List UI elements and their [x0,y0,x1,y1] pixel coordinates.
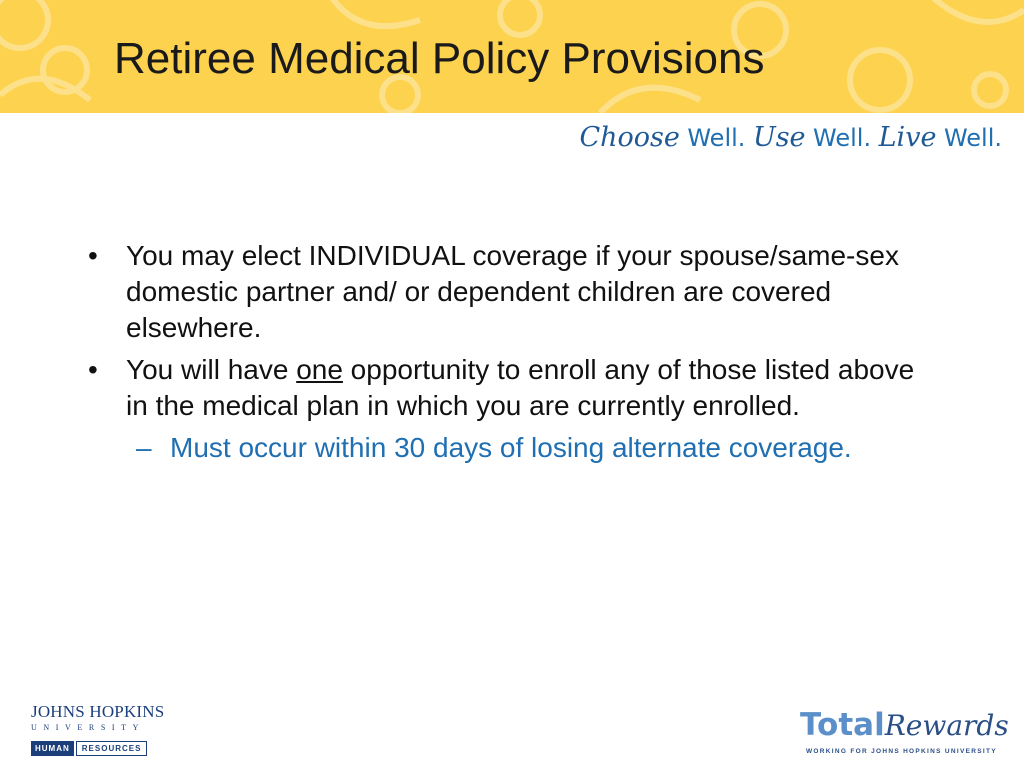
bullet-icon: • [88,354,98,385]
bullet-text-emphasis: one [296,354,343,385]
total-rewards-rewards: Rewards [884,709,1009,742]
slide-body [88,238,918,466]
tagline-live: Live [878,122,937,153]
bullet-text: You may elect INDIVIDUAL coverage if your spouse/same-sex domestic partner and/ or dependent children are covered elsewhere. [126,240,899,343]
hr-badge [31,741,149,756]
hr-resources: RESOURCES [76,741,148,756]
tagline-choose: Choose [579,122,680,153]
sub-bullet-item [136,430,918,466]
bullet-item [88,238,918,346]
tagline-well-1: Well. [687,124,746,152]
tagline [579,122,1002,153]
hr-human: HUMAN [31,741,74,756]
bullet-text-suffix: opportunity to enroll any of those listed above in the medical plan in which you are currently enrolled. [126,354,915,421]
jhu-name: JOHNS HOPKINS [31,702,165,721]
dash-icon: – [136,432,152,463]
total-rewards-total: Total [800,707,885,743]
total-rewards-subtitle: WORKING FOR JOHNS HOPKINS UNIVERSITY [806,748,997,755]
bullet-icon: • [88,240,98,271]
bullet-item [88,352,918,424]
tagline-well-3: Well. [943,124,1002,152]
tagline-use: Use [752,122,806,153]
total-rewards-logo [800,705,1009,755]
title-banner [0,0,1024,113]
total-rewards-wordmark [800,705,1009,751]
jhu-hr-logo [31,702,165,756]
jhu-university: UNIVERSITY [31,723,145,732]
bullet-text-prefix: You will have [126,354,297,385]
sub-bullet-text: Must occur within 30 days of losing alternate coverage. [170,432,852,463]
slide-title: Retiree Medical Policy Provisions [114,34,765,83]
tagline-well-2: Well. [813,124,872,152]
